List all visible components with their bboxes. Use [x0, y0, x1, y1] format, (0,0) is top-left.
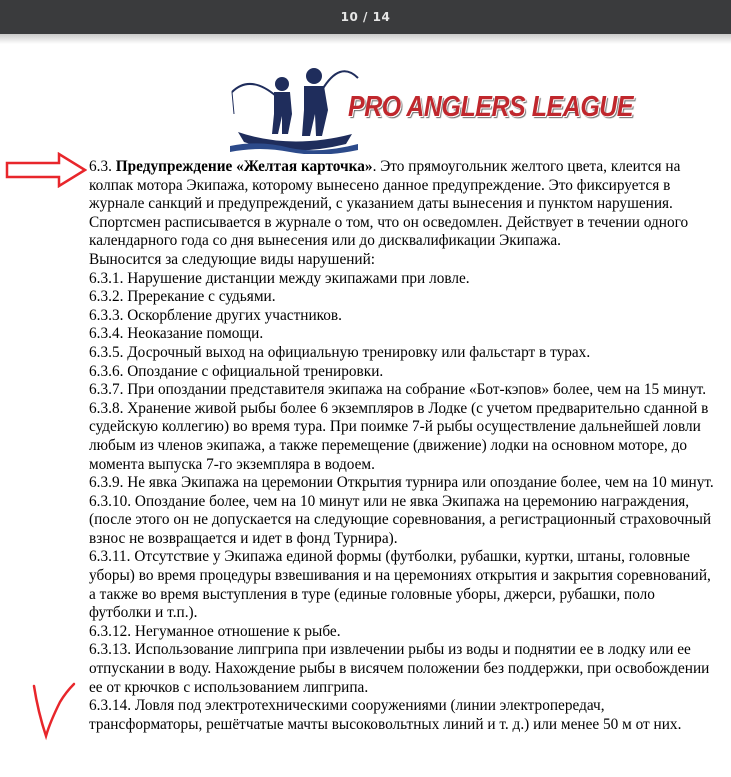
- section-title: Предупреждение «Желтая карточка»: [115, 158, 373, 175]
- pdf-viewer-toolbar: [0, 0, 731, 34]
- section-paragraph: [89, 158, 719, 251]
- section-number: 6.3.: [89, 158, 112, 175]
- list-item: 6.3.10. Опоздание более, чем на 10 минут или не явка Экипажа на церемонию награждения, (после этого он не допускается на следующие соревнования, а регистрационный страховочный взнос не возвращается и идет в фонд Турнира).: [89, 492, 712, 547]
- list-item: 6.3.7. При опоздании представителя экипажа на собрание «Бот-кэпов» более, чем на 15 минут.: [89, 381, 707, 399]
- page-indicator: 10 / 14: [340, 10, 391, 24]
- red-checkmark-annotation-icon: [30, 682, 78, 742]
- list-item: 6.3.2. Пререкание с судьями.: [89, 288, 276, 306]
- document-page: [0, 44, 731, 777]
- red-arrow-annotation-icon: [5, 152, 87, 188]
- list-item: 6.3.9. Не явка Экипажа на церемонии Открытия турнира или опоздание более, чем на 10 минут.: [89, 474, 714, 492]
- list-item: 6.3.8. Хранение живой рыбы более 6 экземпляров в Лодке (с учетом предварительно сданной в судейскую коллегию) во время тура. При поимке 7-й рыбы осуществление дальнейшей ловли любым из членов экипажа, а также перемещение (движение) лодки на основном моторе, до момента выпуска 7-го экземпляра в водоем.: [89, 399, 709, 473]
- list-item: 6.3.14. Ловля под электротехническими сооружениями (линии электропередач, трансформаторы, решётчатые мачты высоковольтных линий и т. д.) или менее 50 м от них.: [89, 697, 682, 733]
- list-item: 6.3.12. Негуманное отношение к рыбе.: [89, 622, 341, 640]
- list-item: 6.3.5. Досрочный выход на официальную тренировку или фальстарт в турах.: [89, 343, 591, 361]
- list-item: 6.3.13. Использование липгрипа при извлечении рыбы из воды и поднятии ее в лодку или ее отпускании в воду. Нахождение рыбы в висячем положении без поддержки, при освобождении ее от крючков с использованием липгрипа.: [89, 641, 710, 696]
- list-item: 6.3.6. Опоздание с официальной тренировки.: [89, 362, 384, 380]
- list-item: 6.3.4. Неоказание помощи.: [89, 325, 264, 343]
- section-intro: . Это прямоугольник желтого цвета, клеится на колпак мотора Экипажа, которому вынесено данное предупреждение. Это фиксируется в журнале санкций и предупреждений, с указанием даты вынесения и пунктом нарушения. Спортсмен расписывается в журнале о том, что он осведомлен. Действует в течении одного календарного года со дня вынесения или до дисквалификации Экипажа.: [89, 158, 689, 250]
- list-item: 6.3.3. Оскорбление других участников.: [89, 306, 342, 324]
- anglers-boat-emblem-icon: [230, 54, 360, 154]
- list-item: 6.3.1. Нарушение дистанции между экипажами при ловле.: [89, 269, 470, 287]
- document-text: [89, 158, 719, 734]
- logo-wordmark: PRO ANGLERS LEAGUE: [348, 91, 634, 123]
- toolbar-shadow: [0, 34, 731, 44]
- violations-intro: Выносится за следующие виды нарушений:: [89, 250, 376, 268]
- list-item: 6.3.11. Отсутствие у Экипажа единой формы (футболки, рубашки, куртки, штаны, головные уборы) во время процедуры взвешивания и на церемониях открытия и закрытия соревнований, а также во время выступления в туре (единые головные уборы, джерси, рубашки, поло футболки и т.п.).: [89, 548, 711, 622]
- pro-anglers-league-logo: [230, 54, 634, 154]
